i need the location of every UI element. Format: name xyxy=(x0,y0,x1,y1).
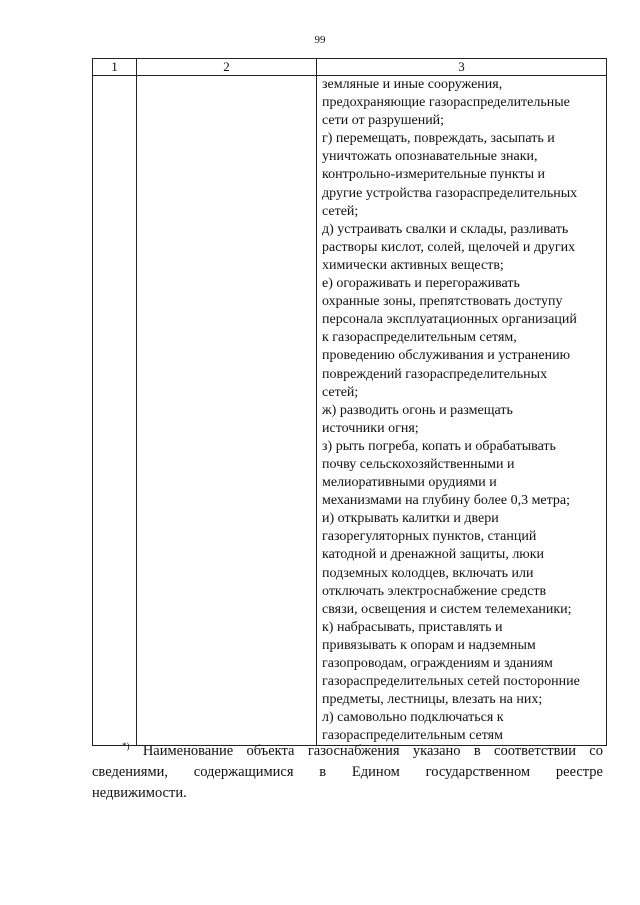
text-line: л) самовольно подключаться к xyxy=(322,710,504,726)
footnote-line-1 xyxy=(92,741,603,762)
text-line: и) открывать калитки и двери xyxy=(322,511,499,527)
text-line: химически активных веществ; xyxy=(322,257,504,273)
table-header-row xyxy=(93,59,607,76)
text-line: повреждений газораспределительных xyxy=(322,366,548,382)
text-line: сети от разрушений; xyxy=(322,113,445,129)
text-line: привязывать к опорам и надземным xyxy=(322,637,536,653)
text-line: газопроводам, ограждениям и зданиям xyxy=(322,656,553,671)
text-line: газораспределительных сетей посторонние xyxy=(322,674,580,690)
text-line: сетей; xyxy=(322,384,359,400)
footnote-text-1: Наименование объекта газоснабжения указано в соответствии со xyxy=(142,743,603,759)
text-line: механизмами на глубину более 0,3 метра; xyxy=(322,493,571,509)
text-line: ж) разводить огонь и размещать xyxy=(322,402,513,418)
table-row xyxy=(93,76,607,746)
cell-col-3 xyxy=(317,76,607,746)
text-line: г) перемещать, повреждать, засыпать и xyxy=(322,131,555,147)
page-number: 99 xyxy=(314,34,326,46)
text-line: з) рыть погреба, копать и обрабатывать xyxy=(322,438,556,454)
text-line: почву сельскохозяйственными и xyxy=(322,456,515,472)
footnote-line-3: недвижимости. xyxy=(92,785,187,801)
header-col-2: 2 xyxy=(137,59,317,76)
text-line: уничтожать опознавательные знаки, xyxy=(322,149,538,165)
text-line: проведению обслуживания и устранению xyxy=(322,348,571,364)
text-line: катодной и дренажной защиты, люки xyxy=(322,547,545,563)
text-line: другие устройства газораспределительных xyxy=(322,185,578,201)
header-col-1: 1 xyxy=(93,59,137,76)
text-line: персонала эксплуатационных организаций xyxy=(322,312,577,328)
text-line: к газораспределительным сетям, xyxy=(322,330,517,346)
cell-col-1 xyxy=(93,76,137,746)
text-line: отключать электроснабжение средств xyxy=(322,583,547,599)
text-line: газораспределительным сетям xyxy=(322,728,503,744)
text-line: охранные зоны, препятствовать доступу xyxy=(322,294,563,310)
text-line: сетей; xyxy=(322,203,359,219)
text-line: газорегуляторных пунктов, станций xyxy=(322,529,537,545)
cell-col-2 xyxy=(137,76,317,746)
text-line: контрольно-измерительные пункты и xyxy=(322,167,546,183)
text-line: мелиоративными орудиями и xyxy=(322,475,497,491)
text-line: предметы, лестницы, влезать на них; xyxy=(322,692,543,708)
text-line: связи, освещения и систем телемеханики; xyxy=(322,601,572,617)
text-line: растворы кислот, солей, щелочей и других xyxy=(322,239,576,255)
text-line: источники огня; xyxy=(322,420,419,436)
footnote-line-2: сведениями, содержащимися в Едином государственном реестре xyxy=(92,764,603,780)
text-line: е) огораживать и перегораживать xyxy=(322,276,520,292)
text-line: подземных колодцев, включать или xyxy=(322,565,534,581)
text-line: д) устраивать свалки и склады, разливать xyxy=(322,221,569,237)
header-col-3: 3 xyxy=(317,59,607,76)
cell-col-3-text xyxy=(317,76,606,745)
text-line: предохраняющие газораспределительные xyxy=(322,95,570,111)
footnote xyxy=(92,741,603,804)
content-table xyxy=(92,58,607,746)
text-line: земляные и иные сооружения, xyxy=(322,77,503,92)
text-line: к) набрасывать, приставлять и xyxy=(322,619,503,635)
footnote-marker: *) xyxy=(122,741,130,752)
